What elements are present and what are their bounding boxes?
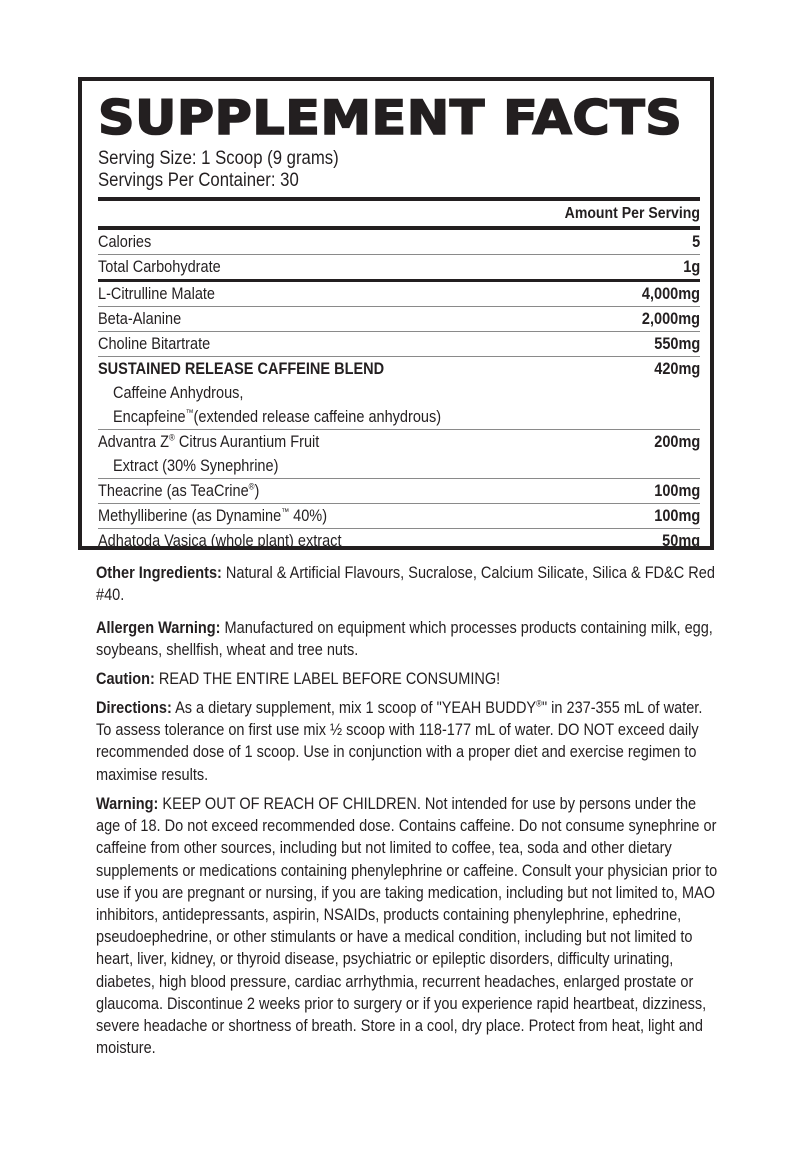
servings-per-container: Servings Per Container: 30: [98, 170, 299, 191]
warning-label: Warning:: [96, 795, 159, 813]
ingredient-amount: 4,000mg: [641, 285, 700, 303]
ingredient-name: Encapfeine™(extended release caffeine anhydrous): [112, 407, 442, 426]
ingredient-amount: 420mg: [653, 360, 700, 378]
amount-per-serving-header: Amount Per Serving: [564, 205, 700, 222]
directions-label: Directions:: [96, 699, 172, 717]
ingredient-row-encapfeine: [98, 405, 700, 430]
nutrient-row-carbohydrate: [98, 255, 700, 282]
ingredient-name: Advantra Z® Citrus Aurantium Fruit: [98, 432, 320, 451]
other-ingredients-label: Other Ingredients:: [96, 564, 222, 582]
registered-symbol: ®: [536, 698, 542, 709]
ingredient-amount: 200mg: [653, 433, 700, 451]
ingredient-row-citrulline: [98, 282, 700, 307]
ingredient-amount: 50mg: [662, 532, 700, 550]
ingredient-row-advantra-z-extract: [98, 454, 700, 479]
ingredient-row-advantra-z: [98, 430, 700, 454]
caution-label: Caution:: [96, 670, 155, 688]
registered-symbol: ®: [169, 432, 175, 443]
ingredient-row-methylliberine: [98, 504, 700, 529]
caution-text: READ THE ENTIRE LABEL BEFORE CONSUMING!: [154, 670, 501, 688]
registered-symbol: ®: [248, 481, 255, 492]
allergen-label: Allergen Warning:: [96, 619, 221, 637]
warning-text: KEEP OUT OF REACH OF CHILDREN. Not intended for use by persons under the age of 18. Do not exceed recommended dose. Contains caffeine. Do not consume synephrine or caffeine from other sources, including but not limited to coffee, tea, soda and other dietary supplements or medications containing phenylephrine or caffeine. Consult your physician prior to use if you are pregnant or nursing, if you are taking medication, including but not limited to, MAO inhibitors, antidepressants, aspirin, NSAIDs, products containing phenylephrine, ephedrine, pseudoephedrine, or other stimulants or have a medical condition, including but not limited to heart, liver, kidney, or thyroid disease, psychiatric or epileptic disorders, difficulty urinating, diabetes, high blood pressure, cardiac arrhythmia, recurrent headaches, enlarged prostate or glaucoma. Discontinue 2 weeks prior to surgery or if you experience rapid heartbeat, dizziness, severe headache or shortness of breath. Store in a cool, dry place. Protect from heat, light and moisture.: [96, 795, 718, 1058]
other-ingredients-text: Natural & Artificial Flavours, Sucralose, Calcium Silicate, Silica & FD&C Red #40.: [96, 564, 715, 605]
ingredient-name: Beta-Alanine: [98, 310, 182, 328]
nutrient-value: 5: [691, 233, 700, 251]
ingredient-amount: 550mg: [653, 335, 700, 353]
ingredient-name: Adhatoda Vasica (whole plant) extract: [98, 532, 342, 550]
ingredient-amount: 100mg: [653, 482, 700, 500]
ingredient-row-beta-alanine: [98, 307, 700, 332]
ingredient-name: SUSTAINED RELEASE CAFFEINE BLEND: [98, 360, 385, 378]
supplement-facts-panel: [78, 77, 714, 550]
panel-title: SUPPLEMENT FACTS: [98, 91, 683, 146]
ingredient-name: Extract (30% Synephrine): [112, 457, 279, 475]
ingredient-name: Caffeine Anhydrous,: [112, 384, 244, 402]
ingredient-name: Theacrine (as TeaCrine®): [98, 481, 260, 500]
nutrient-value: 1g: [683, 258, 700, 276]
ingredient-row-caffeine-blend: [98, 357, 700, 381]
ingredient-amount: 2,000mg: [641, 310, 700, 328]
nutrient-name: Calories: [98, 233, 152, 251]
ingredient-name: Methylliberine (as Dynamine™ 40%): [98, 506, 328, 525]
allergen-text: Manufactured on equipment which processes products containing milk, egg, soybeans, shellfish, wheat and tree nuts.: [96, 619, 713, 660]
serving-size: Serving Size: 1 Scoop (9 grams): [98, 148, 339, 169]
other-ingredients: [96, 562, 716, 606]
ingredient-row-caffeine-anhydrous: [98, 381, 700, 405]
directions: Directions: As a dietary supplement, mix 1 scoop of "YEAH BUDDY®" in 237-355 mL of water. To assess tolerance on first use mix ½ scoop with 118-177 mL of water. DO NOT exceed daily recommended dose of 1 scoop. Use in conjunction with a proper diet and exercise regimen to maximise results.: [96, 698, 703, 784]
trademark-symbol: ™: [281, 506, 290, 517]
ingredient-row-choline: [98, 332, 700, 357]
nutrient-name: Total Carbohydrate: [98, 258, 221, 276]
trademark-symbol: ™: [185, 407, 194, 418]
ingredient-name: Choline Bitartrate: [98, 335, 211, 353]
ingredient-amount: 100mg: [653, 507, 700, 525]
caution: [96, 668, 716, 690]
nutrient-row-calories: [98, 230, 700, 255]
warning: [96, 793, 716, 1059]
ingredient-row-adhatoda-vasica: [98, 529, 700, 553]
allergen-warning: [96, 617, 716, 661]
ingredient-row-theacrine: [98, 479, 700, 504]
ingredient-name: L-Citrulline Malate: [98, 285, 216, 303]
